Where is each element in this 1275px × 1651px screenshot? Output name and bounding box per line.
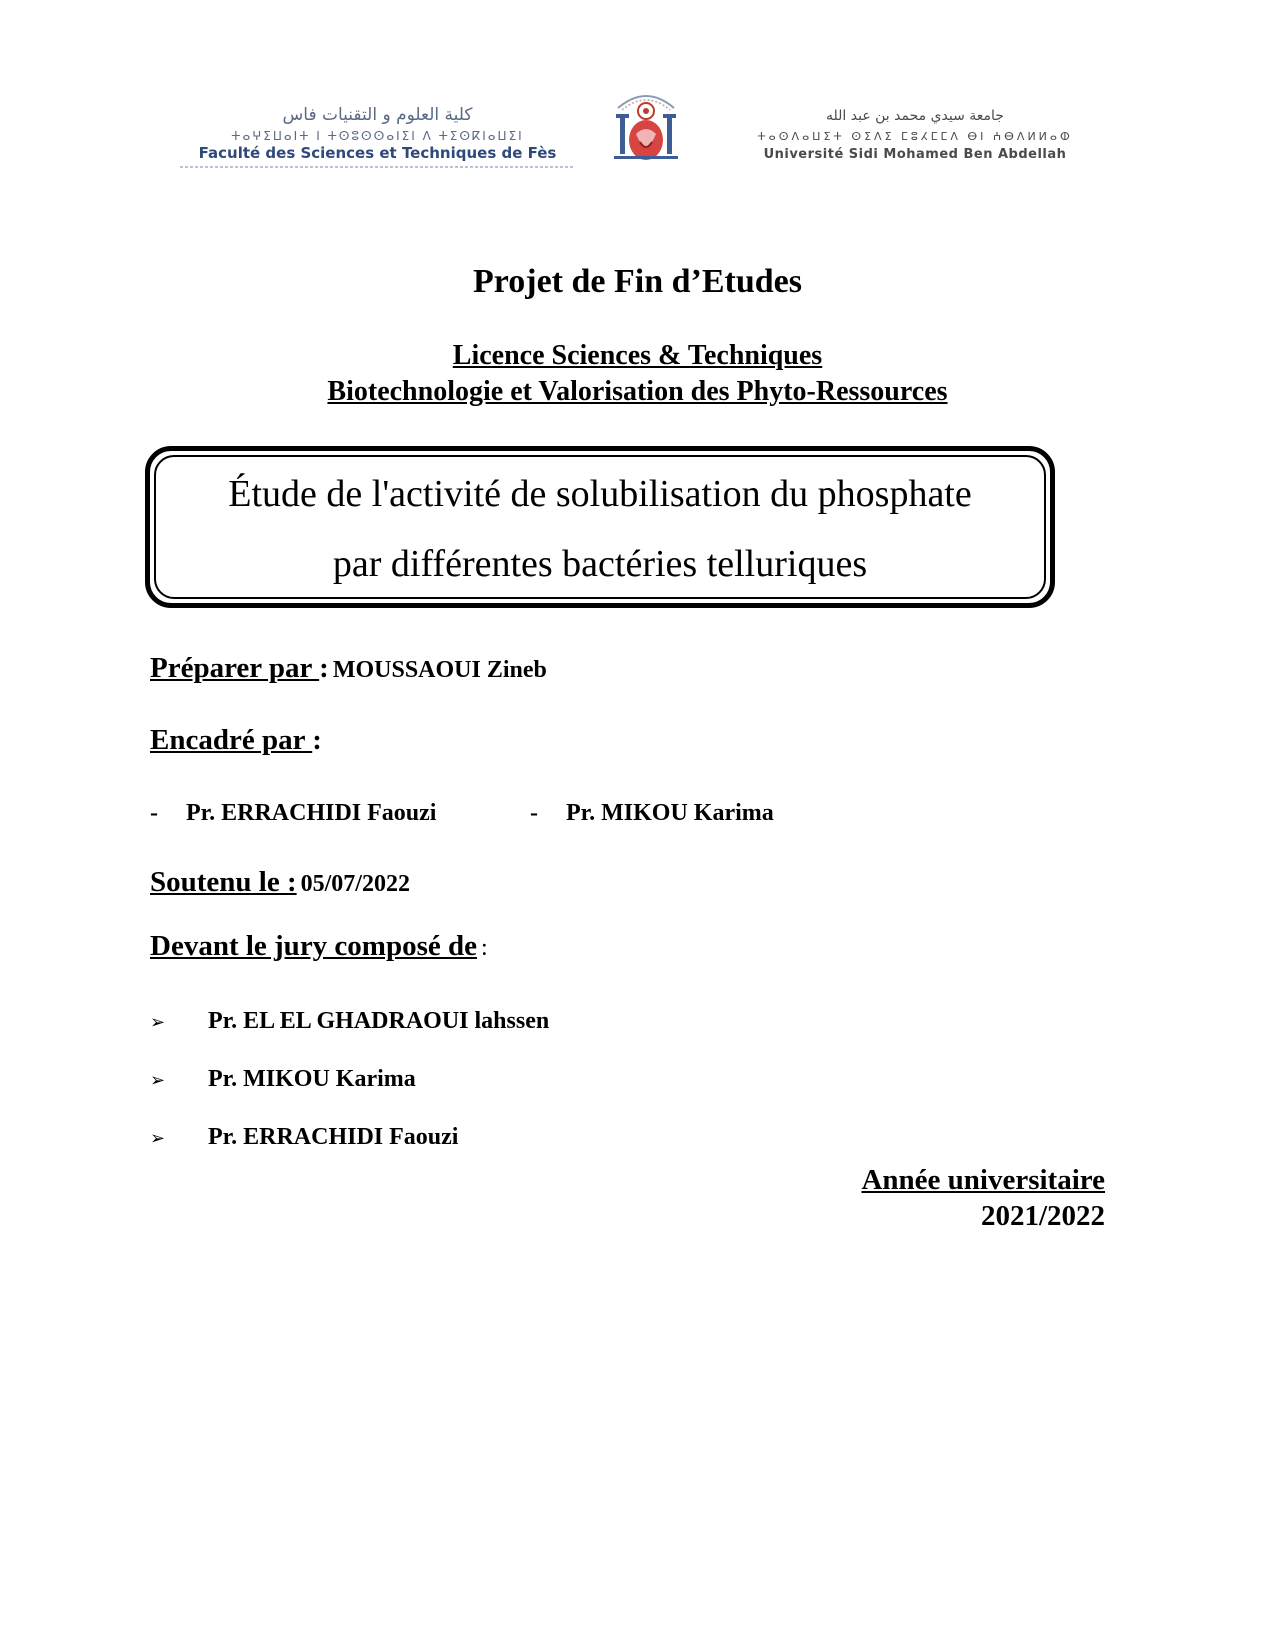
supervised-by-row: [150, 724, 322, 757]
usmba-arabic-name: جامعة سيدي محمد بن عبد الله: [826, 108, 1004, 124]
jury-list: [150, 1008, 549, 1182]
degree-line-2-text: Biotechnologie et Valorisation des Phyto-Ressources: [327, 376, 948, 407]
subject-line-2: par différentes bactéries telluriques: [332, 543, 868, 585]
list-item: [150, 1066, 549, 1124]
prepared-by-row: [150, 652, 547, 685]
emblem-icon: [600, 86, 692, 178]
supervised-by-label: [150, 724, 322, 756]
supervised-by-colon: :: [312, 724, 322, 756]
degree-line-1-text: Licence Sciences & Techniques: [452, 340, 823, 371]
degree-line-1: [0, 340, 1275, 372]
jury-colon: :: [481, 935, 488, 961]
jury-member-3: Pr. ERRACHIDI Faouzi: [208, 1124, 459, 1150]
arrow-bullet-icon: ➢: [150, 1128, 166, 1149]
jury-member-2: Pr. MIKOU Karima: [208, 1066, 416, 1092]
defense-row: [150, 866, 410, 899]
list-item: [150, 1124, 549, 1182]
arrow-bullet-icon: ➢: [150, 1070, 166, 1091]
jury-label-text: Devant le jury composé de: [150, 930, 478, 962]
subject-line-1: Étude de l'activité de solubilisation du phosphate: [228, 473, 972, 515]
usmba-french-name: Université Sidi Mohamed Ben Abdellah: [763, 147, 1067, 162]
defense-date: 05/07/2022: [300, 871, 410, 897]
prepared-by-value: MOUSSAOUI Zineb: [332, 657, 547, 683]
prepared-by-label: [150, 652, 329, 684]
degree-line-2: [0, 376, 1275, 408]
supervisor-1: Pr. ERRACHIDI Faouzi: [186, 800, 437, 826]
fst-french-name: Faculté des Sciences et Techniques de Fès: [198, 144, 557, 162]
jury-label: [150, 930, 477, 962]
fst-arabic-name: كلية العلوم و التقنيات فاس: [282, 105, 473, 125]
defense-label-text: Soutenu le :: [150, 866, 297, 898]
academic-year-value: 2021/2022: [980, 1200, 1105, 1232]
jury-row: [150, 930, 488, 963]
prepared-by-colon: :: [319, 652, 329, 684]
supervisors-list: [150, 800, 774, 827]
university-emblem: [600, 86, 692, 178]
prepared-by-label-text: Préparer par: [150, 652, 320, 684]
fst-tifinagh-name: ⵜⴰⵖⵉⵡⴰⵏⵜ ⵏ ⵜⵙⵓⵙⵙⴰⵏⵉⵏ ⴷ ⵜⵉⵙⴽⵏⴰⵡⵉⵏ: [231, 129, 524, 143]
list-item: [150, 1008, 549, 1066]
document-title: Projet de Fin d’Etudes: [473, 263, 802, 300]
academic-year-label: Année universitaire: [861, 1164, 1105, 1196]
supervisor-dash: -: [530, 800, 538, 826]
fst-logo-rule: [180, 166, 575, 168]
supervisor-2: Pr. MIKOU Karima: [566, 800, 774, 826]
fst-logo: [180, 105, 575, 168]
usmba-tifinagh-name: ⵜⴰⵙⴷⴰⵡⵉⵜ ⵙⵉⴷⵉ ⵎⵓⵃⵎⵎⴷ ⴱⵏ ⵄⴱⴷⵍⵍⴰⵀ: [757, 130, 1073, 143]
arrow-bullet-icon: ➢: [150, 1012, 166, 1033]
defense-label: [150, 866, 297, 898]
supervised-by-label-text: Encadré par: [150, 724, 313, 756]
jury-member-1: Pr. EL EL GHADRAOUI lahssen: [208, 1008, 550, 1034]
supervisor-dash: -: [150, 800, 158, 826]
usmba-logo: [745, 108, 1085, 162]
